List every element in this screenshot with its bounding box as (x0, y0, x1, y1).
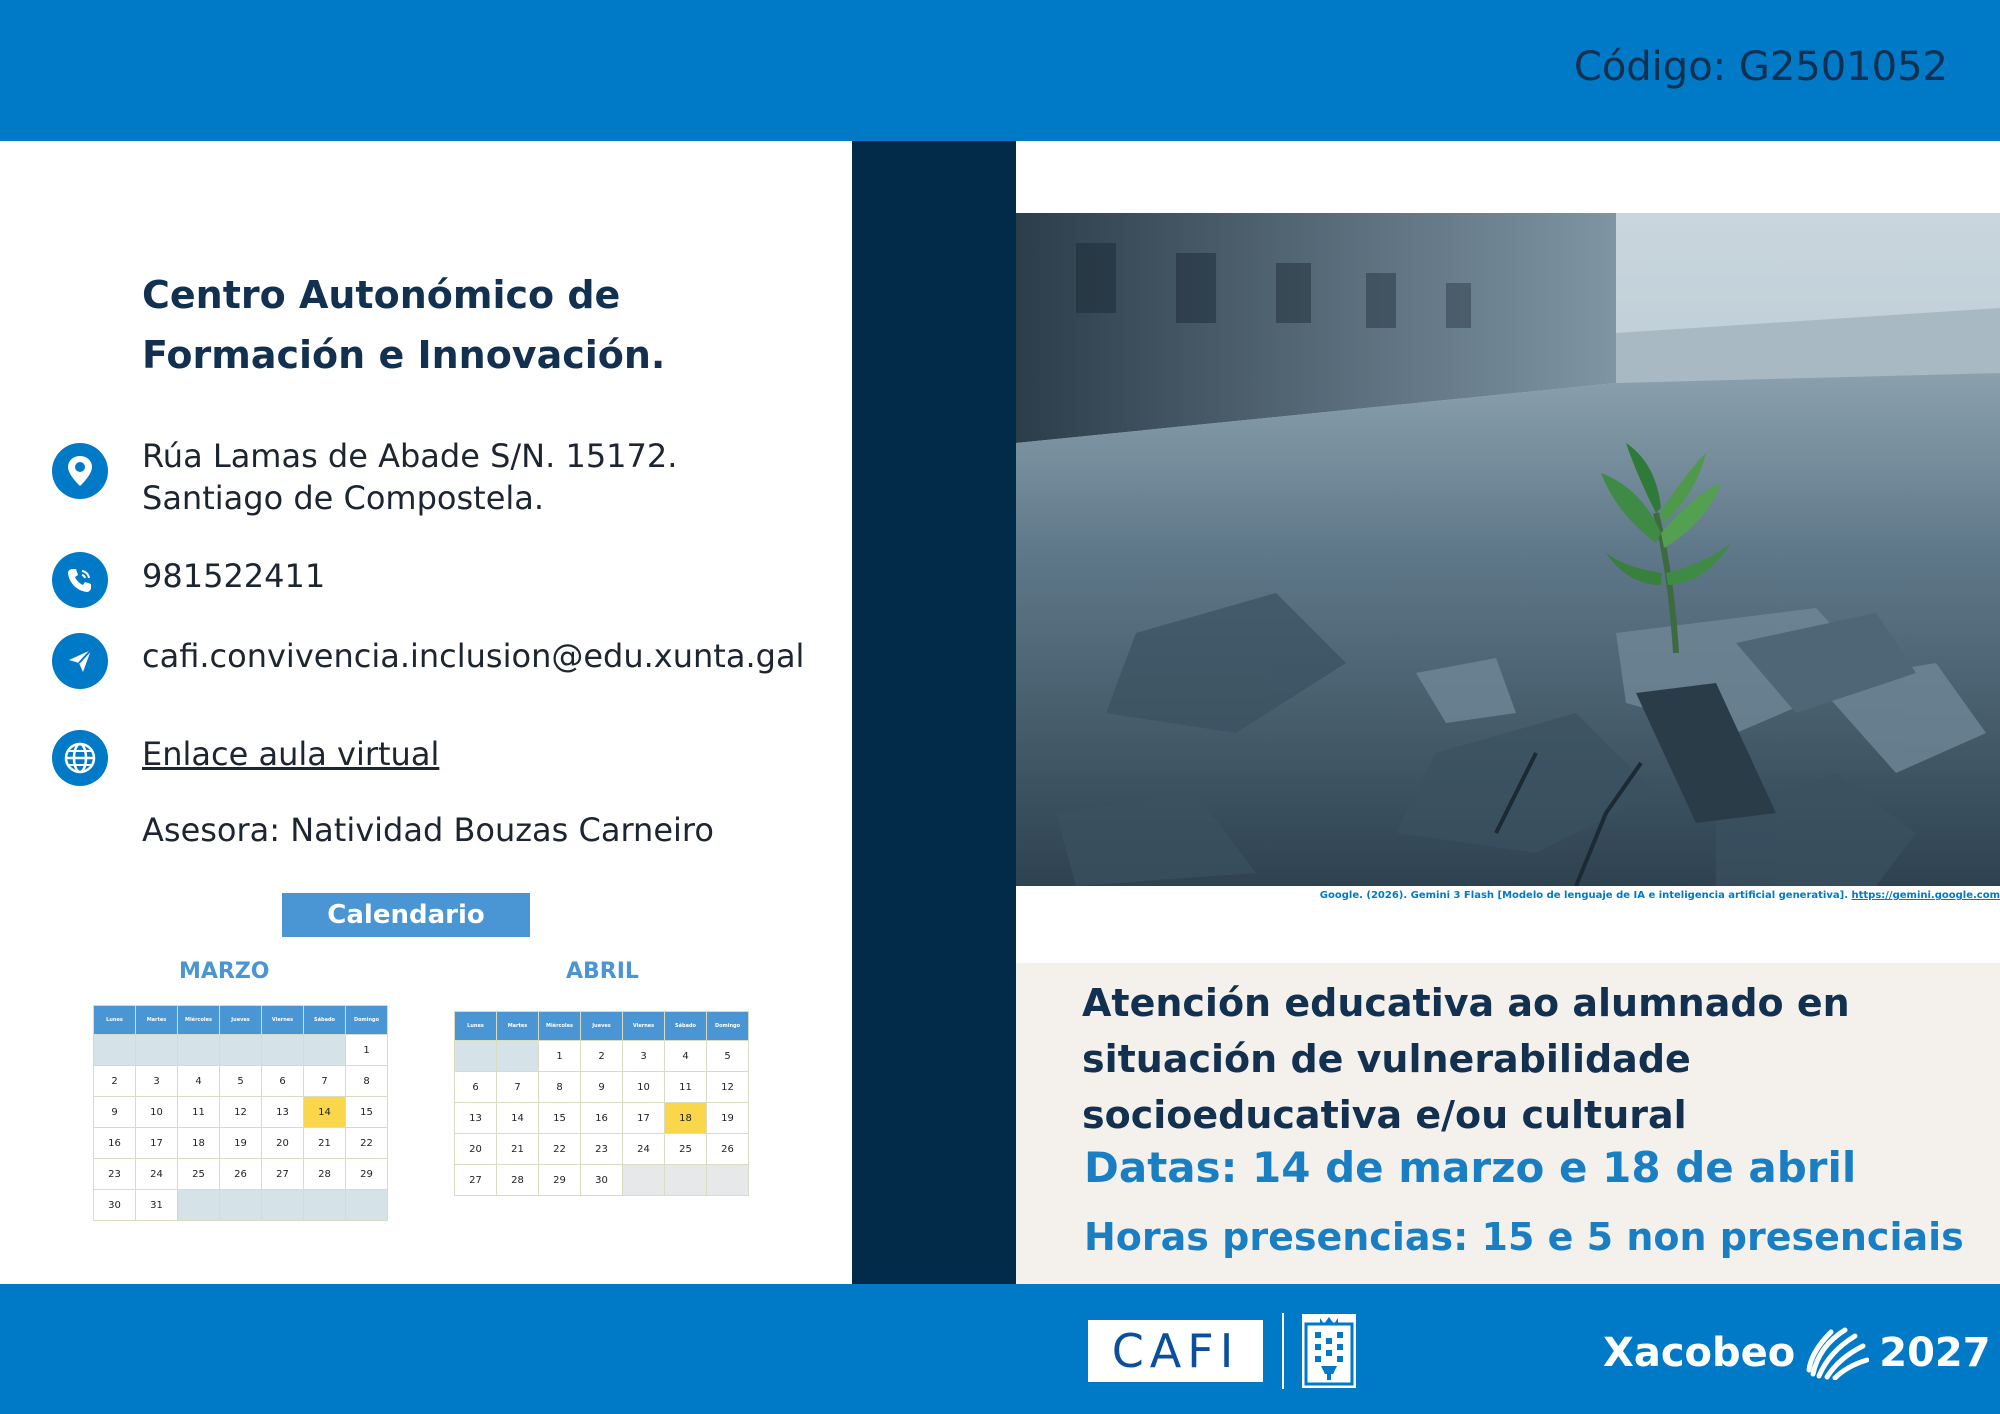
email-row (52, 633, 108, 689)
calendar-day: 6 (262, 1066, 304, 1097)
weekday-header-row (455, 1012, 749, 1041)
phone-icon (52, 552, 108, 608)
calendar-day: 21 (497, 1134, 539, 1165)
calendar-day: 23 (94, 1159, 136, 1190)
calendar-week (94, 1159, 388, 1190)
weekday-header: Jueves (220, 1006, 262, 1035)
cover-photo (1016, 213, 2000, 886)
calendar-week (455, 1041, 749, 1072)
empty-day (304, 1190, 346, 1221)
calendar-day: 19 (707, 1103, 749, 1134)
weekday-header: Miércoles (178, 1006, 220, 1035)
calendar-day: 5 (220, 1066, 262, 1097)
calendar-day: 28 (304, 1159, 346, 1190)
calendar-day: 22 (346, 1128, 388, 1159)
calendar-day: 17 (623, 1103, 665, 1134)
calendar-week (94, 1066, 388, 1097)
calendar-day: 14 (304, 1097, 346, 1128)
calendar-week (94, 1128, 388, 1159)
calendar-day: 2 (94, 1066, 136, 1097)
weekday-header: Martes (497, 1012, 539, 1041)
calendar-day: 8 (346, 1066, 388, 1097)
calendar-week (455, 1165, 749, 1196)
calendar-day: 4 (178, 1066, 220, 1097)
calendar-week (94, 1035, 388, 1066)
calendar-day: 9 (94, 1097, 136, 1128)
calendar-week (94, 1097, 388, 1128)
center-title: Centro Autonómico de Formación e Innovación. (142, 273, 666, 377)
calendar-day: 31 (136, 1190, 178, 1221)
calendar-day: 25 (665, 1134, 707, 1165)
calendar-day: 19 (220, 1128, 262, 1159)
calendar-day: 1 (539, 1041, 581, 1072)
april-label: ABRIL (566, 959, 639, 984)
weekday-header: Domingo (707, 1012, 749, 1041)
calendar-day: 16 (94, 1128, 136, 1159)
calendar-day: 20 (262, 1128, 304, 1159)
empty-day (346, 1190, 388, 1221)
calendar-day: 17 (136, 1128, 178, 1159)
calendar-day: 25 (178, 1159, 220, 1190)
calendar-day: 12 (220, 1097, 262, 1128)
weekday-header: Jueves (581, 1012, 623, 1041)
empty-day (178, 1190, 220, 1221)
calendar-day: 29 (539, 1165, 581, 1196)
empty-day (94, 1035, 136, 1066)
calendar-day: 13 (455, 1103, 497, 1134)
calendar-day: 21 (304, 1128, 346, 1159)
virtual-link-row (52, 730, 108, 786)
calendar-day: 5 (707, 1041, 749, 1072)
calendar-day: 12 (707, 1072, 749, 1103)
weekday-header: Viernes (262, 1006, 304, 1035)
weekday-header: Sábado (665, 1012, 707, 1041)
empty-day (220, 1035, 262, 1066)
cafi-logo: CAFI (1088, 1320, 1263, 1382)
address-row (52, 443, 108, 499)
credit-link[interactable]: https://gemini.google.com (1851, 890, 2000, 901)
calendar-label: Calendario (282, 893, 530, 937)
empty-day (304, 1035, 346, 1066)
course-code: Código: G2501052 (1573, 44, 1948, 90)
calendar-week (455, 1134, 749, 1165)
calendar-week (455, 1103, 749, 1134)
empty-day (707, 1165, 749, 1196)
empty-day (262, 1190, 304, 1221)
virtual-classroom-link[interactable]: Enlace aula virtual (142, 735, 440, 773)
empty-day (455, 1041, 497, 1072)
weekday-header: Domingo (346, 1006, 388, 1035)
course-info-box (1016, 963, 2000, 1284)
weekday-header-row (94, 1006, 388, 1035)
calendar-week (94, 1190, 388, 1221)
weekday-header: Martes (136, 1006, 178, 1035)
empty-day (623, 1165, 665, 1196)
calendar-day: 3 (136, 1066, 178, 1097)
calendar-day: 27 (455, 1165, 497, 1196)
xunta-emblem-icon (1302, 1314, 1356, 1388)
calendar-day: 7 (304, 1066, 346, 1097)
calendar-day: 30 (581, 1165, 623, 1196)
location-pin-icon (52, 443, 108, 499)
calendar-day: 28 (497, 1165, 539, 1196)
calendar-day: 14 (497, 1103, 539, 1134)
calendar-day: 24 (623, 1134, 665, 1165)
calendar-day: 22 (539, 1134, 581, 1165)
empty-day (262, 1035, 304, 1066)
phone-row (52, 552, 108, 608)
calendar-day: 11 (178, 1097, 220, 1128)
weekday-header: Sábado (304, 1006, 346, 1035)
globe-icon (52, 730, 108, 786)
image-credit: Google. (2026). Gemini 3 Flash [Modelo de lenguaje de IA e inteligencia artificial generativa]. https://gemini.google.com (1319, 890, 2000, 901)
calendar-day: 26 (707, 1134, 749, 1165)
calendar-day: 18 (178, 1128, 220, 1159)
calendar-day: 2 (581, 1041, 623, 1072)
calendar-day: 11 (665, 1072, 707, 1103)
march-calendar (93, 1005, 388, 1221)
calendar-day: 8 (539, 1072, 581, 1103)
course-dates: Datas: 14 de marzo e 18 de abril (1084, 1143, 1857, 1192)
calendar-week (455, 1072, 749, 1103)
weekday-header: Viernes (623, 1012, 665, 1041)
calendar-day: 24 (136, 1159, 178, 1190)
calendar-day: 1 (346, 1035, 388, 1066)
empty-day (497, 1041, 539, 1072)
advisor-name: Asesora: Natividad Bouzas Carneiro (142, 811, 714, 849)
calendar-day: 29 (346, 1159, 388, 1190)
calendar-day: 23 (581, 1134, 623, 1165)
calendar-day: 16 (581, 1103, 623, 1134)
calendar-day: 10 (136, 1097, 178, 1128)
march-label: MARZO (179, 959, 270, 984)
calendar-day: 20 (455, 1134, 497, 1165)
course-title: Atención educativa ao alumnado en situación de vulnerabilidade socioeducativa e/ou cultural (1082, 981, 1850, 1137)
calendar-day: 4 (665, 1041, 707, 1072)
calendar-day: 3 (623, 1041, 665, 1072)
empty-day (220, 1190, 262, 1221)
weekday-header: Lunes (455, 1012, 497, 1041)
email-address[interactable]: cafi.convivencia.inclusion@edu.xunta.gal (142, 637, 805, 675)
xacobeo-logo: Xacobeo 2027 (1603, 1326, 1991, 1380)
calendar-day: 13 (262, 1097, 304, 1128)
calendar-day: 27 (262, 1159, 304, 1190)
empty-day (178, 1035, 220, 1066)
calendar-day: 6 (455, 1072, 497, 1103)
calendar-day: 15 (539, 1103, 581, 1134)
send-icon (52, 633, 108, 689)
april-calendar (454, 1011, 749, 1196)
address-text: Rúa Lamas de Abade S/N. 15172. Santiago de Compostela. (142, 437, 678, 517)
phone-number: 981522411 (142, 557, 326, 595)
calendar-day: 30 (94, 1190, 136, 1221)
scallop-shell-icon (1805, 1326, 1869, 1380)
calendar-day: 10 (623, 1072, 665, 1103)
top-banner (0, 0, 2000, 141)
calendar-day: 9 (581, 1072, 623, 1103)
calendar-day: 18 (665, 1103, 707, 1134)
empty-day (136, 1035, 178, 1066)
empty-day (665, 1165, 707, 1196)
weekday-header: Miércoles (539, 1012, 581, 1041)
calendar-day: 15 (346, 1097, 388, 1128)
weekday-header: Lunes (94, 1006, 136, 1035)
calendar-day: 7 (497, 1072, 539, 1103)
calendar-day: 26 (220, 1159, 262, 1190)
course-hours: Horas presencias: 15 e 5 non presenciais (1084, 1215, 1964, 1259)
logo-separator (1282, 1313, 1284, 1389)
navy-divider (852, 141, 1016, 1284)
left-panel (0, 141, 852, 1284)
